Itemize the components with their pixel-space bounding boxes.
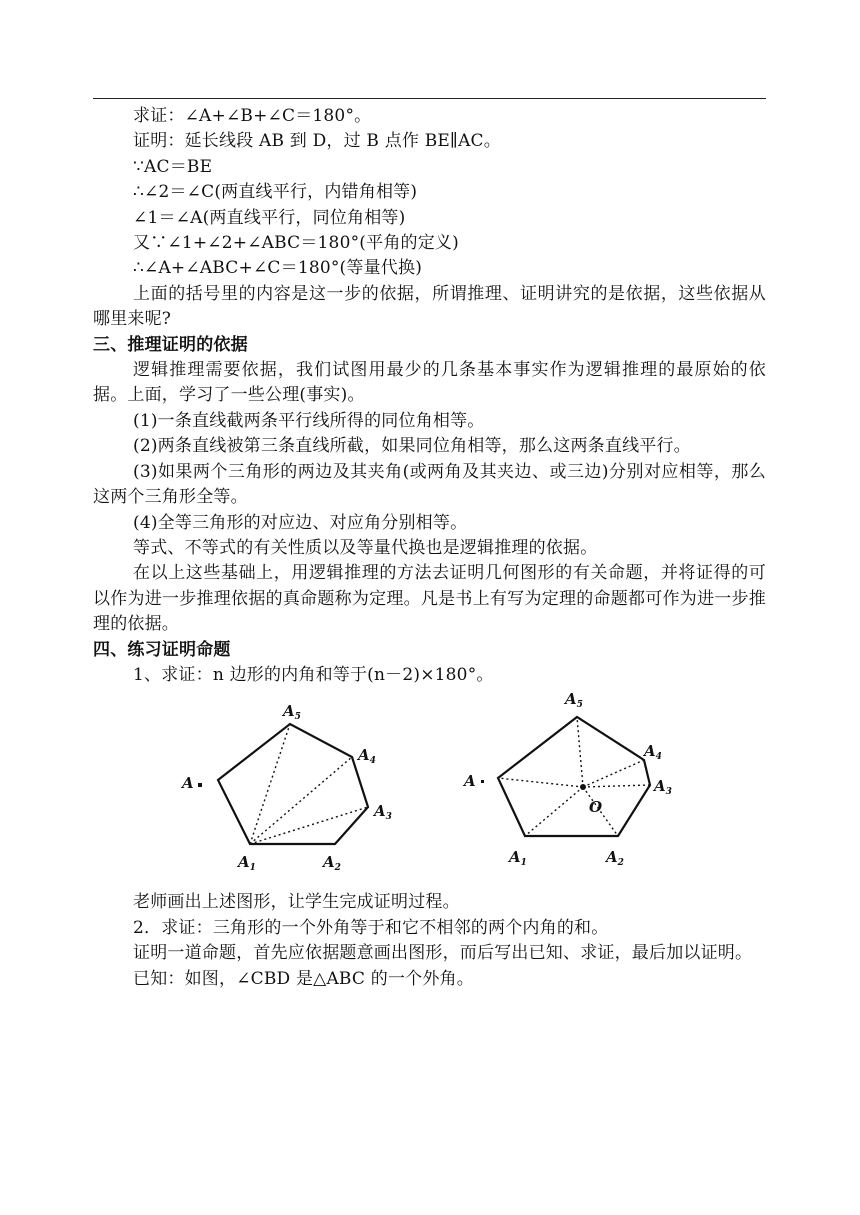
vertex-label-a2: $A_2$ [323,853,341,874]
vertex-label-a: A [464,772,476,791]
vertex-label-a1: $A_1$ [509,848,527,869]
text-line: 老师画出上述图形，让学生完成证明过程。 [133,892,460,913]
text-line: 等式、不等式的有关性质以及等量代换也是逻辑推理的依据。 [133,537,598,558]
vertex-label-a4: $A_4$ [358,746,376,767]
paragraph: 逻辑推理需要依据，我们试图用最少的几条基本事实作为逻辑推理的最原始的依据。上面，学习了一些公理(事实)。 [93,360,766,406]
text-line: 又∵∠1+∠2+∠ABC＝180°(平角的定义) [133,233,459,254]
polygon-figures [93,692,766,882]
text-line: ∴∠A+∠ABC+∠C＝180°(等量代换) [133,258,423,279]
vertex-dot [198,783,202,787]
paragraph: 在以上这些基础上，用逻辑推理的方法去证明几何图形的有关命题，并将证得的可以作为进一步推理依据的真命题称为定理。凡是书上有写为定理的命题都可作为进一步推理的依据。 [93,563,766,635]
vertex-label-a: A [182,774,194,793]
text-line: 求证：∠A+∠B+∠C＝180°。 [133,106,372,126]
text-line: (2)两条直线被第三条直线所截，如果同位角相等，那么这两条直线平行。 [133,436,691,457]
text-line: ∵AC＝BE [133,156,213,177]
paragraph: (3)如果两个三角形的两边及其夹角(或两角及其夹边、或三边)分别对应相等，那么这两个三角形全等。 [93,461,766,508]
text-line: ∴∠2＝∠C(两直线平行，内错角相等) [133,182,418,203]
text-line: 已知：如图，∠CBD 是△ABC 的一个外角。 [133,968,474,989]
section-heading: 四、练习证明命题 [93,639,231,660]
pentagon-center-figure [458,692,688,882]
text-line: 证明：延长线段 AB 到 D，过 B 点作 BE∥AC。 [133,131,501,152]
vertex-label-a3: $A_3$ [654,777,672,798]
text-line: 1、求证：n 边形的内角和等于(n－2)×180°。 [133,664,494,685]
section-heading: 三、推理证明的依据 [93,334,248,355]
vertex-dot [481,780,484,783]
vertex-label-a4: $A_4$ [644,742,662,763]
document-body [93,104,766,992]
paragraph: 上面的括号里的内容是这一步的依据，所谓推理、证明讲究的是依据，这些依据从哪里来呢? [93,283,766,330]
pentagon-outline [218,724,368,844]
center-point [580,784,586,790]
vertex-label-a5: $A_5$ [565,692,583,711]
vertex-label-a3: $A_3$ [374,802,392,823]
text-line: ∠1＝∠A(两直线平行，同位角相等) [133,207,406,228]
text-line: 2．求证：三角形的一个外角等于和它不相邻的两个内角的和。 [133,917,609,938]
vertex-label-a5: $A_5$ [283,702,301,723]
paragraph: 证明一道命题，首先应依据题意画出图形，而后写出已知、求证，最后加以证明。 [133,943,753,964]
pentagon-diagonals-figure [178,692,408,882]
vertex-label-a2: $A_2$ [606,848,624,869]
center-lines [498,717,650,836]
text-line: (4)全等三角形的对应边、对应角分别相等。 [133,512,468,533]
center-label-o: O [589,798,603,817]
text-line: (1)一条直线截两条平行线所得的同位角相等。 [133,410,485,431]
pentagon-outline [498,717,650,836]
header-rule [93,98,766,99]
vertex-label-a1: $A_1$ [238,853,256,874]
